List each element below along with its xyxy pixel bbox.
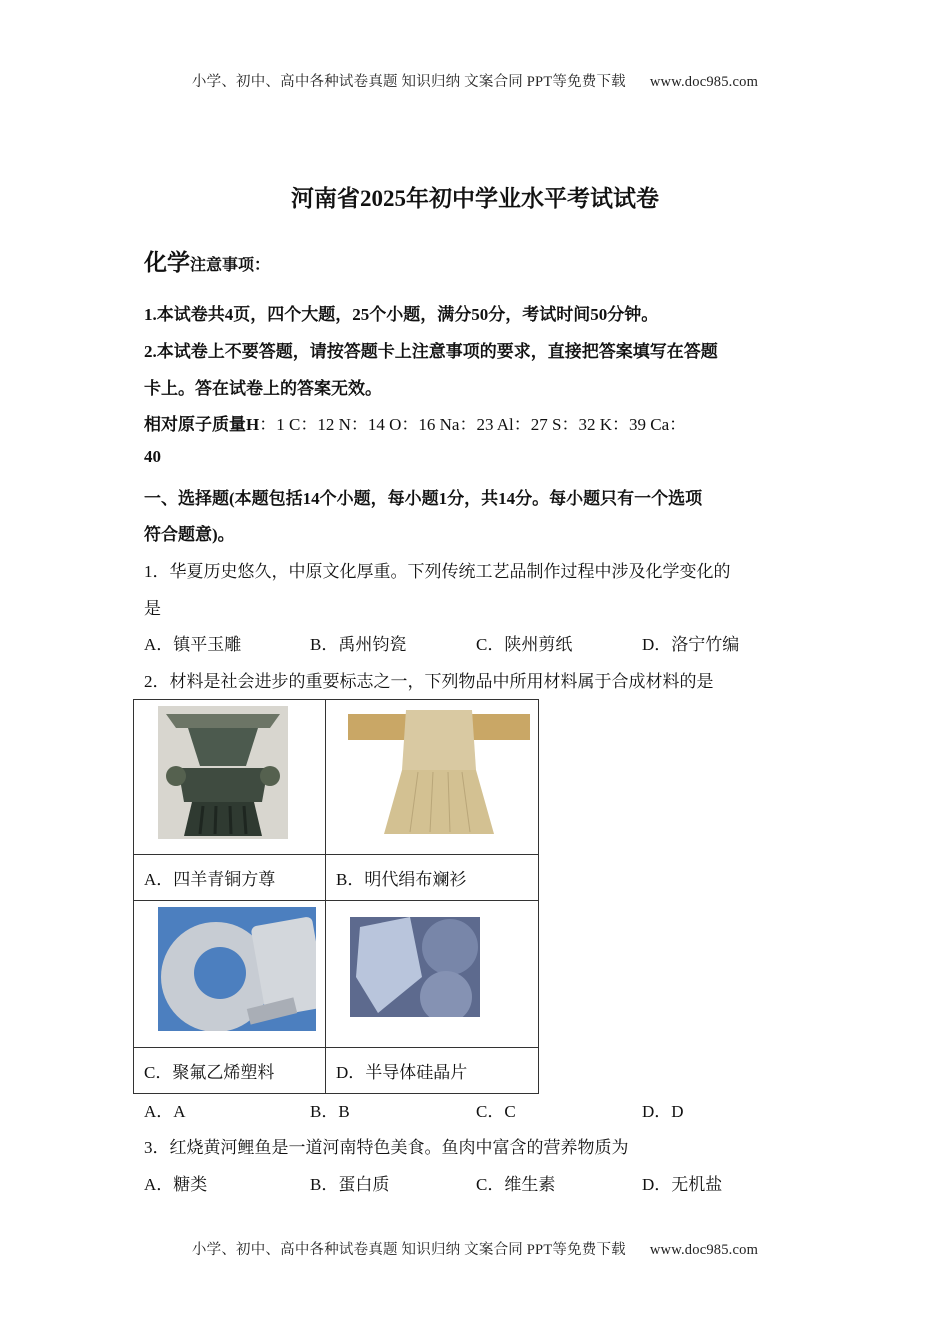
header-url[interactable]: www.doc985.com <box>649 74 759 90</box>
subject-heading <box>144 244 270 277</box>
cell-image-a <box>134 700 326 855</box>
notice-2: 2.本试卷上不要答题，请按答题卡上注意事项的要求，直接把答案填写在答题 <box>144 342 718 361</box>
section-1-heading-cont: 符合题意)。 <box>144 525 235 544</box>
notice-2-cont: 卡上。答在试卷上的答案无效。 <box>144 379 382 398</box>
silicon-wafer-image <box>350 917 480 1017</box>
option-a[interactable]: A．镇平玉雕 <box>144 635 242 654</box>
option-c[interactable]: C．维生素 <box>476 1175 556 1194</box>
option-b[interactable]: B．蛋白质 <box>310 1175 390 1194</box>
cell-image-c <box>134 901 326 1048</box>
section-1-heading: 一、选择题(本题包括14个小题，每小题1分，共14分。每小题只有一个选项 <box>144 489 703 508</box>
header-text: 小学、初中、高中各种试卷真题 知识归纳 文案合同 PPT等免费下载 <box>191 74 626 90</box>
cell-label-a: A．四羊青铜方尊 <box>134 855 326 901</box>
question-1-options <box>144 630 824 655</box>
option-c[interactable]: C．陕州剪纸 <box>476 635 573 654</box>
silk-robe-image <box>348 710 530 840</box>
option-b[interactable]: B．B <box>310 1102 350 1121</box>
question-1-stem: 1．华夏历史悠久，中原文化厚重。下列传统工艺品制作过程中涉及化学变化的 <box>144 562 731 581</box>
notice-label: 注意事项： <box>190 255 271 274</box>
option-c[interactable]: C．C <box>476 1102 516 1121</box>
option-a[interactable]: A．A <box>144 1102 186 1121</box>
question-1-stem-cont: 是 <box>144 599 161 618</box>
page-title: 河南省2025年初中学业水平考试试卷 <box>291 186 659 211</box>
question-3-options <box>144 1170 824 1195</box>
bronze-zun-image <box>158 706 288 839</box>
atomic-mass-cont: 40 <box>144 447 161 466</box>
atomic-mass-values: ：1 C：12 N：14 O：16 Na：23 Al：27 S：32 K：39 Ca： <box>259 415 687 434</box>
atomic-mass: 相对原子质量H：1 C：12 N：14 O：16 Na：23 Al：27 S：32 K：39 Ca： <box>144 415 687 434</box>
cell-label-b: B．明代绢布斓衫 <box>326 855 539 901</box>
question-2-table <box>133 699 539 1094</box>
option-b[interactable]: B．禹州钧瓷 <box>310 635 407 654</box>
question-2-stem: 2．材料是社会进步的重要标志之一，下列物品中所用材料属于合成材料的是 <box>144 672 714 691</box>
question-3-stem: 3．红烧黄河鲤鱼是一道河南特色美食。鱼肉中富含的营养物质为 <box>144 1138 629 1157</box>
option-d[interactable]: D．无机盐 <box>642 1175 723 1194</box>
notice-1: 1.本试卷共4页，四个大题，25个小题，满分50分，考试时间50分钟。 <box>144 305 659 324</box>
cell-image-d <box>326 901 539 1048</box>
ptfe-plastic-image <box>158 907 316 1031</box>
cell-label-d: D．半导体硅晶片 <box>326 1048 539 1094</box>
page-header <box>0 70 950 91</box>
subject-name: 化学 <box>144 249 190 276</box>
cell-image-b <box>326 700 539 855</box>
cell-label-c: C．聚氟乙烯塑料 <box>134 1048 326 1094</box>
atomic-mass-label: 相对原子质量 <box>144 415 246 434</box>
footer-url[interactable]: www.doc985.com <box>649 1242 759 1258</box>
footer-text: 小学、初中、高中各种试卷真题 知识归纳 文案合同 PPT等免费下载 <box>191 1242 626 1258</box>
page-footer <box>0 1238 950 1259</box>
question-2-options <box>144 1097 824 1122</box>
option-d[interactable]: D．D <box>642 1102 684 1121</box>
option-a[interactable]: A．糖类 <box>144 1175 208 1194</box>
option-d[interactable]: D．洛宁竹编 <box>642 635 740 654</box>
